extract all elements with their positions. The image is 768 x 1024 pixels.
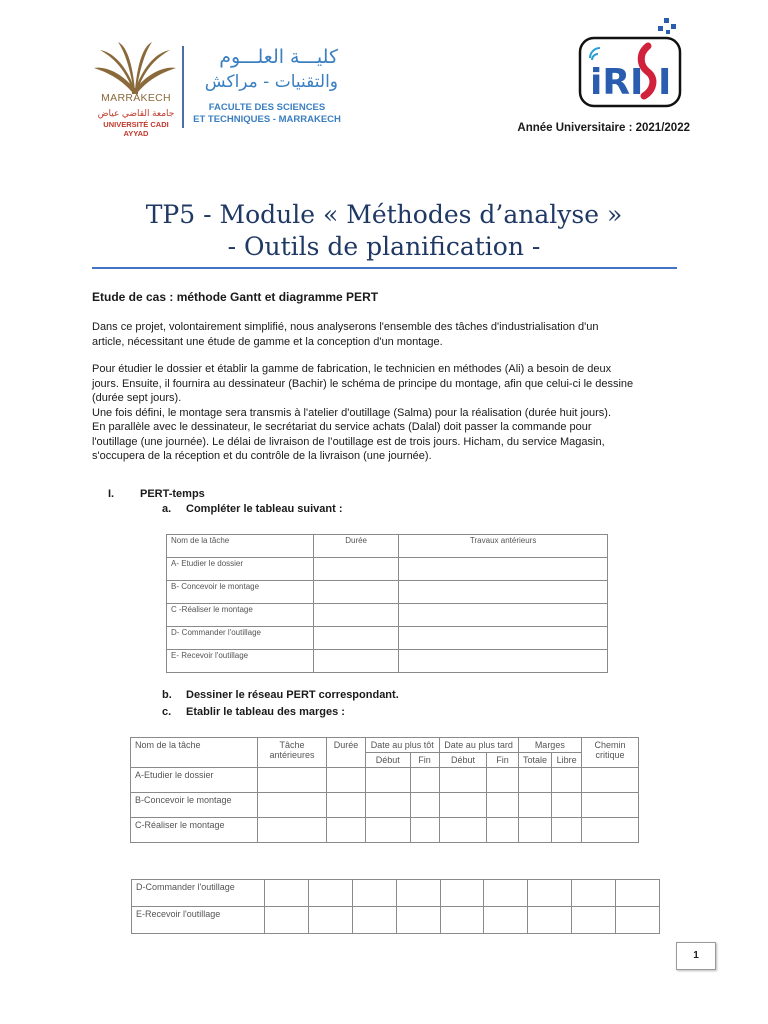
blank-cell[interactable] [528,907,572,934]
blank-cell[interactable] [366,768,411,793]
blank-cell[interactable] [410,793,439,818]
intro-paragraph [92,320,678,349]
blank-cell[interactable] [572,880,616,907]
table-row [167,558,608,581]
fst-city: MARRAKECH [101,92,171,104]
table-row [167,581,608,604]
page-number: 1 [676,942,716,970]
task-name: A-Etudier le dossier [131,768,258,793]
scenario-line: En parallèle avec le dessinateur, le secrétariat du service achats (Dalal) doit passer la commande pour [92,421,592,433]
section-number: I. [108,488,115,500]
header-task-name: Nom de la tâche [131,738,258,768]
task-name: C -Réaliser le montage [167,604,314,627]
blank-cell[interactable] [484,907,528,934]
task-name: D-Commander l'outillage [132,880,265,907]
header-total: Totale [518,753,552,768]
blank-cell[interactable] [308,880,352,907]
svg-text:iRI: iRI [590,62,644,103]
table-row [167,650,608,673]
item-a-text: Compléter le tableau suivant : [186,503,343,515]
blank-cell[interactable] [265,907,309,934]
duration-cell[interactable] [314,650,399,673]
margins-table-continued [131,879,660,934]
case-study-heading: Etude de cas : méthode Gantt et diagramme PERT [92,290,379,304]
blank-cell[interactable] [439,793,487,818]
blank-cell[interactable] [327,818,366,843]
blank-cell[interactable] [616,880,660,907]
blank-cell[interactable] [484,880,528,907]
header-free: Libre [552,753,582,768]
blank-cell[interactable] [582,818,639,843]
scenario-line: Une fois défini, le montage sera transmis à l'atelier d'outillage (Salma) pour la réalisation (durée huit jours). [92,406,612,419]
blank-cell[interactable] [439,768,487,793]
blank-cell[interactable] [487,768,518,793]
scenario-paragraph [92,362,678,464]
section-title: PERT-temps [140,488,205,500]
header-end: Fin [410,753,439,768]
table-header-row [131,738,639,753]
intro-line: article, nécessitant une étude de gamme et la conception d'un montage. [92,335,443,348]
fst-french-name-line2: ET TECHNIQUES - MARRAKECH [193,114,341,125]
blank-cell[interactable] [396,880,440,907]
blank-cell[interactable] [582,768,639,793]
predecessors-cell[interactable] [399,558,608,581]
fst-arabic-name-line2: والتقنيات - مراكش [204,72,338,92]
blank-cell[interactable] [352,880,396,907]
table-row [167,627,608,650]
blank-cell[interactable] [327,768,366,793]
task-name: E- Recevoir l'outillage [167,650,314,673]
blank-cell[interactable] [572,907,616,934]
task-name: C-Réaliser le montage [131,818,258,843]
blank-cell[interactable] [258,818,327,843]
blank-cell[interactable] [327,793,366,818]
blank-cell[interactable] [616,907,660,934]
blank-cell[interactable] [352,907,396,934]
blank-cell[interactable] [552,768,582,793]
table-row [131,793,639,818]
blank-cell[interactable] [410,768,439,793]
header-predecessors: Travaux antérieurs [399,535,608,558]
blank-cell[interactable] [487,793,518,818]
blank-cell[interactable] [552,793,582,818]
academic-year: Année Universitaire : 2021/2022 [517,122,690,134]
task-name: D- Commander l'outillage [167,627,314,650]
blank-cell[interactable] [440,907,484,934]
blank-cell[interactable] [518,793,552,818]
page-title-line1: TP5 - Module « Méthodes d’analyse » [145,200,623,229]
title-underline [92,267,677,269]
predecessors-cell[interactable] [399,627,608,650]
item-b-letter: b. [162,689,172,701]
blank-cell[interactable] [410,818,439,843]
scenario-line: jours. Ensuite, il fournira au dessinateur (Bachir) le schéma de principe du montage, afin que celui-ci le dessine [92,377,634,390]
header-predecessors: Tâche antérieures [258,738,327,768]
header-task-name: Nom de la tâche [167,535,314,558]
irisi-logo [578,14,682,110]
blank-cell[interactable] [258,793,327,818]
scenario-line: (durée sept jours). [92,392,182,404]
intro-line: Dans ce projet, volontairement simplifié, nous analyserons l'ensemble des tâches d'industrialisation d'un [92,321,599,333]
fst-arabic-name-line1: كليـــة العلـــوم [219,46,338,68]
item-b-text: Dessiner le réseau PERT correspondant. [186,689,399,701]
duration-cell[interactable] [314,558,399,581]
header-divider [182,46,184,128]
task-name: A- Etudier le dossier [167,558,314,581]
fst-university: UNIVERSITÉ CADI AYYAD [103,120,169,138]
blank-cell[interactable] [518,818,552,843]
table-row [131,818,639,843]
item-a-letter: a. [162,503,172,515]
task-name: B- Concevoir le montage [167,581,314,604]
blank-cell[interactable] [258,768,327,793]
header-end: Fin [487,753,518,768]
header-margins: Marges [518,738,581,753]
fst-french-name-line1: FACULTE DES SCIENCES [208,102,326,113]
blank-cell[interactable] [366,818,411,843]
header-duration: Durée [327,738,366,768]
predecessors-cell[interactable] [399,604,608,627]
duration-cell[interactable] [314,604,399,627]
task-name: B-Concevoir le montage [131,793,258,818]
scenario-line: l'outillage (une journée). Le délai de livraison de l’outillage est de trois jours. Hicham, du service Magasin, [92,435,605,448]
item-c-letter: c. [162,706,172,718]
table-row [132,880,660,907]
blank-cell[interactable] [518,768,552,793]
table-header-row [167,535,608,558]
blank-cell[interactable] [582,793,639,818]
blank-cell[interactable] [552,818,582,843]
blank-cell[interactable] [440,880,484,907]
predecessors-cell[interactable] [399,581,608,604]
svg-text:I: I [658,62,672,103]
header-critical-path: Chemin critique [582,738,639,768]
task-name: E-Recevoir l'outillage [132,907,265,934]
duration-cell[interactable] [314,581,399,604]
item-c-text: Etablir le tableau des marges : [186,706,345,718]
fst-university-arabic: جامعة القاضي عياض [97,108,175,118]
header-latest-date: Date au plus tard [439,738,518,753]
table-row [132,907,660,934]
predecessors-cell[interactable] [399,650,608,673]
task-table [166,534,608,673]
blank-cell[interactable] [396,907,440,934]
table-row [167,604,608,627]
blank-cell[interactable] [265,880,309,907]
margins-table [130,737,639,843]
blank-cell[interactable] [528,880,572,907]
blank-cell[interactable] [487,818,518,843]
header-duration: Durée [314,535,399,558]
header-earliest-date: Date au plus tôt [366,738,440,753]
blank-cell[interactable] [366,793,411,818]
blank-cell[interactable] [308,907,352,934]
table-row [131,768,639,793]
blank-cell[interactable] [439,818,487,843]
page-title-line2: - Outils de planification - [227,232,541,261]
scenario-line: Pour étudier le dossier et établir la gamme de fabrication, le technicien en méthodes (Ali) a besoin de deux [92,363,612,375]
header-start: Début [366,753,411,768]
duration-cell[interactable] [314,627,399,650]
header-start: Début [439,753,487,768]
scenario-line: s'occupera de la réception et du contrôle de la livraison (une journée). [92,450,432,462]
